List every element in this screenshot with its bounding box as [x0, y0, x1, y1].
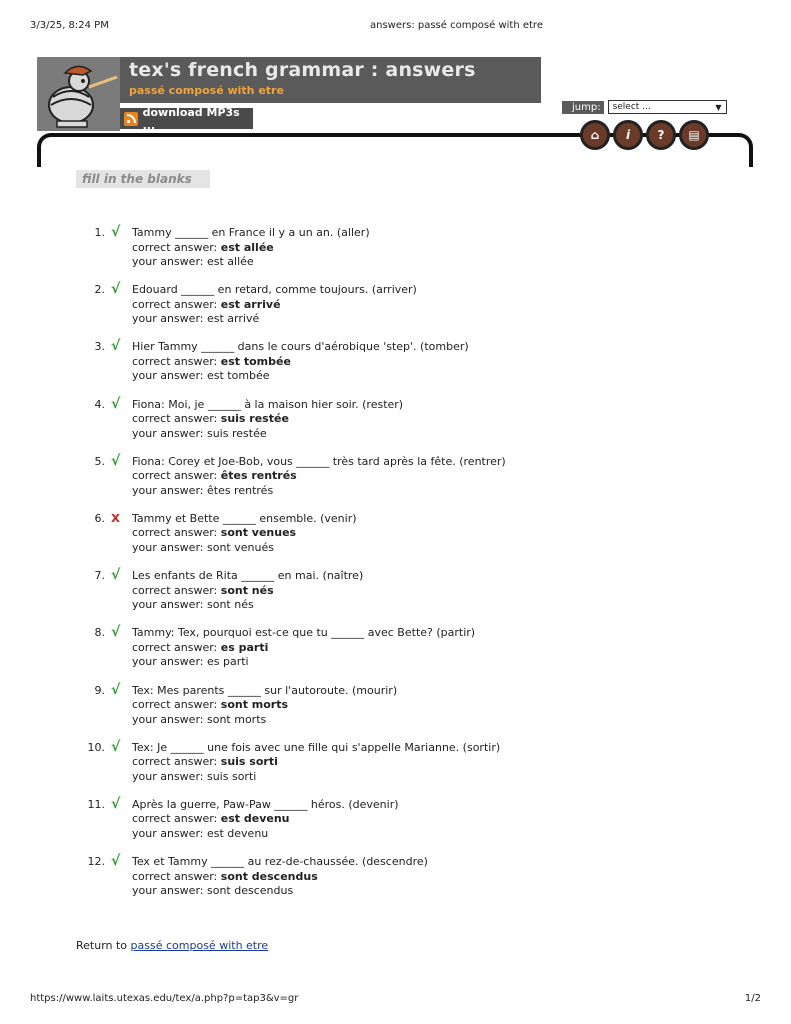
correct-answer-line [132, 584, 363, 599]
question-item [80, 283, 760, 340]
check-icon: √ [111, 338, 121, 355]
jump-label: jump: [562, 101, 604, 114]
your-answer-label: your answer: [132, 426, 204, 440]
question-body [132, 455, 506, 499]
your-answer-value: es parti [206, 655, 249, 669]
print-title: answers: passé composé with etre [370, 20, 543, 31]
correct-answer-value: sont morts [220, 698, 289, 711]
correct-answer-line [132, 641, 475, 656]
check-icon: √ [111, 624, 121, 641]
correct-answer-line [132, 812, 399, 827]
check-icon: √ [111, 738, 121, 755]
jump-menu [562, 100, 727, 114]
your-answer-value: êtes rentrés [206, 483, 274, 497]
your-answer-label: your answer: [132, 769, 204, 783]
correct-answer-value: suis sorti [220, 755, 278, 769]
your-answer-line [132, 369, 469, 384]
question-text: Tammy ______ en France il y a un an. (aller) [132, 226, 370, 239]
cross-icon: x [111, 509, 121, 526]
your-answer-label: your answer: [132, 826, 204, 840]
section-label: fill in the blanks [76, 170, 210, 188]
correct-answer-line [132, 870, 428, 885]
correct-answer-value: est devenu [220, 812, 290, 826]
question-item [80, 626, 760, 683]
correct-answer-value: sont nés [220, 583, 274, 597]
chevron-down-icon: ▼ [715, 102, 722, 112]
rss-icon [124, 112, 138, 126]
correct-answer-line [132, 298, 417, 313]
page-subtitle: passé composé with etre [129, 84, 284, 97]
jump-select[interactable] [608, 100, 727, 114]
your-answer-value: sont venués [206, 540, 274, 554]
your-answer-label: your answer: [132, 712, 204, 726]
question-body [132, 798, 399, 842]
question-item [80, 681, 760, 741]
return-link[interactable]: passé composé with etre [130, 939, 269, 952]
your-answer-label: your answer: [132, 255, 204, 268]
question-number: 7. [94, 569, 105, 583]
your-answer-line [132, 541, 357, 556]
correct-answer-line [132, 755, 500, 770]
your-answer-value: suis sorti [206, 769, 257, 783]
question-text: Hier Tammy ______ dans le cours d'aérobique 'step'. (tomber) [132, 340, 469, 354]
your-answer-line [132, 484, 506, 499]
correct-answer-line [132, 412, 403, 427]
download-mp3s-button[interactable] [120, 105, 253, 132]
correct-answer-label: correct answer: [132, 640, 218, 654]
return-line [76, 939, 268, 952]
question-body [132, 340, 469, 384]
correct-answer-label: correct answer: [132, 297, 218, 311]
question-number: 5. [94, 454, 105, 468]
your-answer-value: est arrivé [206, 312, 260, 326]
your-answer-value: sont morts [206, 712, 267, 726]
your-answer-label: your answer: [132, 884, 204, 898]
correct-answer-label: correct answer: [132, 698, 218, 711]
correct-answer-line [132, 469, 506, 484]
correct-answer-value: êtes rentrés [220, 469, 297, 483]
correct-answer-value: sont descendus [220, 869, 318, 883]
question-body [132, 283, 417, 327]
your-answer-value: sont nés [206, 598, 254, 612]
your-answer-value: est allée [206, 255, 254, 268]
your-answer-line [132, 770, 500, 785]
question-text: Après la guerre, Paw-Paw ______ héros. (devenir) [132, 797, 399, 811]
download-label: download MP3s ... [142, 105, 240, 132]
question-number: 3. [94, 340, 105, 354]
question-number: 10. [87, 740, 105, 754]
question-body [132, 684, 397, 728]
info-icon[interactable]: i [613, 120, 643, 150]
your-answer-value: est tombée [206, 369, 270, 383]
print-icon[interactable]: ▤ [679, 120, 709, 150]
check-icon: √ [111, 281, 121, 298]
question-body [132, 626, 475, 670]
brand-title: tex's french grammar : answers [129, 59, 476, 81]
correct-answer-value: est arrivé [220, 297, 281, 311]
question-text: Tammy: Tex, pourquoi est-ce que tu ______ avec Bette? (partir) [132, 626, 476, 640]
question-item [80, 738, 760, 798]
correct-answer-label: correct answer: [132, 469, 218, 483]
question-body [132, 226, 370, 270]
site-banner [37, 57, 541, 131]
question-text: Tammy et Bette ______ ensemble. (venir) [132, 511, 357, 525]
correct-answer-line [132, 355, 469, 370]
correct-answer-label: correct answer: [132, 812, 218, 826]
correct-answer-label: correct answer: [132, 755, 218, 769]
correct-answer-value: est allée [220, 240, 274, 254]
your-answer-label: your answer: [132, 369, 204, 383]
check-icon: √ [111, 567, 121, 584]
print-page-number: 1/2 [744, 993, 761, 1004]
your-answer-line [132, 427, 403, 442]
question-list [80, 226, 760, 912]
question-item [80, 452, 760, 512]
your-answer-label: your answer: [132, 598, 204, 612]
correct-answer-value: es parti [220, 640, 269, 654]
question-number: 9. [94, 683, 105, 697]
question-number: 2. [94, 283, 105, 297]
your-answer-label: your answer: [132, 483, 204, 497]
your-answer-value: est devenu [206, 826, 269, 840]
your-answer-label: your answer: [132, 540, 204, 554]
print-url: https://www.laits.utexas.edu/tex/a.php?p=tap3&v=gr [30, 993, 299, 1004]
question-text: Edouard ______ en retard, comme toujours. (arriver) [132, 283, 417, 297]
question-number: 8. [94, 626, 105, 640]
question-number: 4. [94, 397, 105, 411]
your-answer-value: suis restée [206, 426, 267, 440]
correct-answer-line [132, 241, 370, 256]
question-item [80, 509, 760, 569]
question-body [132, 398, 403, 442]
question-number: 1. [94, 226, 105, 239]
question-body [132, 855, 428, 899]
correct-answer-label: correct answer: [132, 869, 218, 883]
correct-answer-value: est tombée [220, 354, 291, 368]
question-text: Tex et Tammy ______ au rez-de-chaussée. (descendre) [132, 855, 428, 869]
question-item [80, 855, 760, 912]
question-text: Tex: Mes parents ______ sur l'autoroute. (mourir) [132, 683, 398, 697]
question-item [80, 795, 760, 855]
check-icon: √ [111, 395, 121, 412]
question-number: 6. [94, 511, 105, 525]
your-answer-line [132, 655, 475, 670]
your-answer-label: your answer: [132, 655, 204, 669]
your-answer-line [132, 598, 363, 613]
correct-answer-value: suis restée [220, 412, 289, 426]
correct-answer-label: correct answer: [132, 583, 218, 597]
correct-answer-line [132, 526, 357, 541]
question-number: 11. [87, 797, 105, 811]
question-text: Les enfants de Rita ______ en mai. (naître) [132, 569, 364, 583]
check-icon: √ [111, 452, 121, 469]
question-item [80, 226, 760, 283]
question-number: 12. [87, 855, 105, 869]
question-text: Tex: Je ______ une fois avec une fille qui s'appelle Marianne. (sortir) [132, 740, 501, 754]
correct-answer-label: correct answer: [132, 354, 218, 368]
check-icon: √ [111, 224, 121, 240]
check-icon: √ [111, 795, 121, 812]
your-answer-label: your answer: [132, 312, 204, 326]
jump-select-value: select ... [612, 102, 651, 112]
your-answer-line [132, 312, 417, 327]
question-item [80, 340, 760, 397]
question-body [132, 741, 500, 785]
check-icon: √ [111, 681, 121, 698]
question-item [80, 569, 760, 626]
correct-answer-value: sont venues [220, 526, 297, 540]
your-answer-line [132, 884, 428, 899]
armadillo-logo [37, 57, 120, 131]
nav-icons [580, 120, 712, 150]
your-answer-value: sont descendus [206, 884, 294, 898]
question-text: Fiona: Moi, je ______ à la maison hier soir. (rester) [132, 397, 404, 411]
correct-answer-line [132, 698, 397, 713]
your-answer-line [132, 255, 370, 270]
home-icon[interactable]: ⌂ [580, 120, 610, 150]
correct-answer-label: correct answer: [132, 240, 218, 254]
return-prefix: Return to [76, 939, 131, 952]
print-date: 3/3/25, 8:24 PM [30, 20, 109, 31]
question-item [80, 395, 760, 455]
question-body [132, 512, 357, 556]
question-body [132, 569, 363, 613]
question-text: Fiona: Corey et Joe-Bob, vous ______ très tard après la fête. (rentrer) [132, 454, 506, 468]
help-icon[interactable]: ? [646, 120, 676, 150]
your-answer-line [132, 827, 399, 842]
your-answer-line [132, 713, 397, 728]
check-icon: √ [111, 853, 121, 870]
correct-answer-label: correct answer: [132, 526, 218, 540]
correct-answer-label: correct answer: [132, 412, 218, 426]
